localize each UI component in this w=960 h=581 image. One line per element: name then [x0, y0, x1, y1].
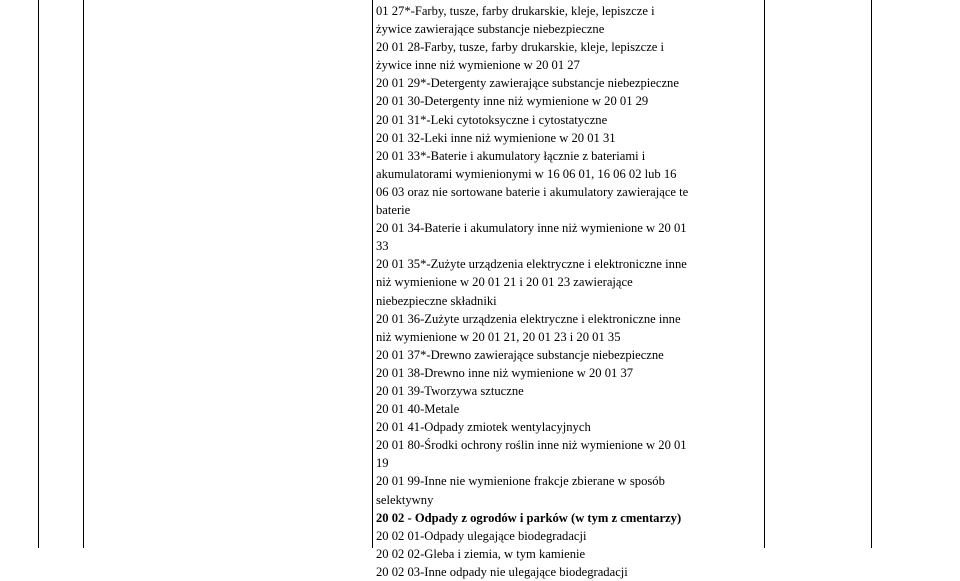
waste-code-line: baterie — [376, 203, 411, 218]
waste-code-line: 20 01 35*-Zużyte urządzenia elektryczne i elektroniczne inne — [376, 257, 687, 272]
waste-code-line: 20 01 99-Inne nie wymienione frakcje zbierane w sposób — [376, 474, 665, 489]
waste-code-line: 20 02 02-Gleba i ziemia, w tym kamienie — [376, 546, 586, 561]
waste-code-line: akumulatorami wymienionymi w 16 06 01, 16 06 02 lub 16 — [376, 166, 677, 181]
waste-code-line: 20 01 30-Detergenty inne niż wymienione w 20 01 29 — [376, 94, 649, 109]
waste-code-line: 33 — [376, 239, 389, 254]
waste-code-line: 20 01 39-Tworzywa sztuczne — [376, 383, 524, 398]
table-border-1 — [38, 0, 39, 548]
table-border-4 — [764, 0, 765, 548]
waste-code-line: 01 27*-Farby, tusze, farby drukarskie, kleje, lepiszcze i — [376, 4, 655, 18]
waste-code-line: 20 01 37*-Drewno zawierające substancje niebezpieczne — [376, 347, 664, 362]
waste-code-line: 20 01 34-Baterie i akumulatory inne niż wymienione w 20 01 — [376, 221, 687, 236]
waste-code-line: selektywny — [376, 492, 434, 507]
waste-code-line: 20 02 03-Inne odpady nie ulegające biodegradacji — [376, 564, 628, 579]
waste-code-line: 20 01 38-Drewno inne niż wymienione w 20 01 37 — [376, 365, 634, 380]
waste-code-line: 20 01 29*-Detergenty zawierające substancje niebezpieczne — [376, 76, 679, 91]
waste-code-cell — [376, 2, 761, 581]
waste-code-line: 20 01 28-Farby, tusze, farby drukarskie, kleje, lepiszcze i — [376, 40, 665, 55]
waste-code-line: 20 01 40-Metale — [376, 402, 460, 417]
waste-code-line: niebezpieczne składniki — [376, 293, 497, 308]
waste-code-line: 20 01 36-Zużyte urządzenia elektryczne i elektroniczne inne — [376, 311, 681, 326]
waste-code-line: 20 01 80-Środki ochrony roślin inne niż wymienione w 20 01 — [376, 438, 687, 453]
table-border-2 — [83, 0, 84, 548]
waste-code-line: 20 01 32-Leki inne niż wymienione w 20 01 31 — [376, 130, 616, 145]
waste-code-line: 20 02 01-Odpady ulegające biodegradacji — [376, 528, 587, 543]
waste-code-line: żywice inne niż wymienione w 20 01 27 — [376, 58, 580, 73]
waste-code-line: żywice zawierające substancje niebezpieczne — [376, 22, 605, 37]
waste-code-line: niż wymienione w 20 01 21, 20 01 23 i 20 01 35 — [376, 329, 621, 344]
section-heading: 20 02 - Odpady z ogrodów i parków (w tym z cmentarzy) — [376, 510, 682, 525]
waste-code-line: 19 — [376, 456, 389, 471]
table-border-3 — [372, 0, 373, 548]
waste-code-line: 06 03 oraz nie sortowane baterie i akumulatory zawierające te — [376, 184, 689, 199]
waste-code-line: niż wymienione w 20 01 21 i 20 01 23 zawierające — [376, 275, 633, 290]
waste-code-line: 20 01 33*-Baterie i akumulatory łącznie z bateriami i — [376, 148, 646, 163]
waste-code-line: 20 01 31*-Leki cytotoksyczne i cytostatyczne — [376, 112, 608, 127]
waste-code-line: 20 01 41-Odpady zmiotek wentylacyjnych — [376, 420, 591, 435]
table-border-5 — [871, 0, 872, 548]
